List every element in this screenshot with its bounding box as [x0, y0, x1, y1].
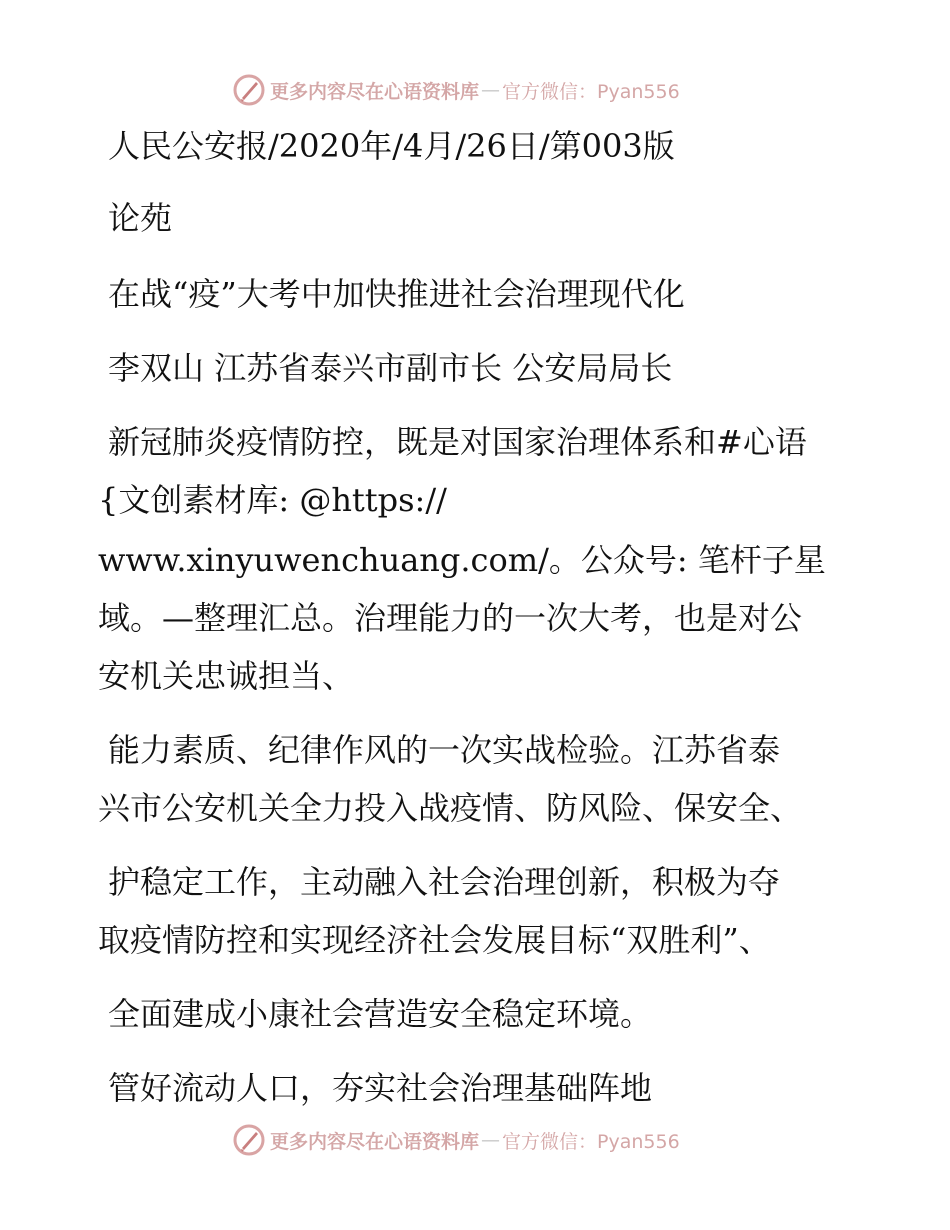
- watermark-text: 更多内容尽在心语资料库: [270, 1130, 480, 1153]
- watermark-handle: 官方微信：Pyan556: [502, 80, 680, 103]
- watermark-handle: 官方微信：Pyan556: [502, 1130, 680, 1153]
- watermark-dash: —: [481, 79, 501, 101]
- author-line: 李双山 江苏省泰兴市副市长 公安局局长: [108, 349, 673, 387]
- watermark-header: [232, 72, 680, 108]
- publication-line: 人民公安报/2020年/4月/26日/第003版: [108, 127, 675, 165]
- paragraph-line: 全面建成小康社会营造安全稳定环境。: [108, 995, 653, 1033]
- paragraph-line: 能力素质、纪律作风的一次实战检验。江苏省泰: [108, 731, 781, 769]
- paragraph-line: 安机关忠诚担当、: [98, 657, 355, 695]
- paragraph-line: www.xinyuwenchuang.com/。公众号: 笔杆子星: [98, 541, 826, 579]
- quill-logo-icon: [232, 73, 266, 107]
- paragraph-line: 新冠肺炎疫情防控，既是对国家治理体系和#心语: [108, 423, 807, 461]
- quill-logo-icon: [232, 1123, 266, 1157]
- watermark-dash: —: [481, 1129, 501, 1151]
- paragraph-line: 兴市公安机关全力投入战疫情、防风险、保安全、: [98, 789, 803, 827]
- paragraph-line: 域。—整理汇总。治理能力的一次大考，也是对公: [98, 599, 803, 637]
- paragraph-line: {文创素材库: @https://: [98, 481, 447, 519]
- watermark-footer: [232, 1122, 680, 1158]
- paragraph-line: 护稳定工作，主动融入社会治理创新，积极为夺: [108, 863, 781, 901]
- paragraph-line: 取疫情防控和实现经济社会发展目标“双胜利”、: [98, 921, 771, 959]
- watermark-text: 更多内容尽在心语资料库: [270, 80, 480, 103]
- section-heading: 管好流动人口，夯实社会治理基础阵地: [108, 1069, 653, 1107]
- column-name: 论苑: [108, 199, 173, 237]
- article-title: 在战“疫”大考中加快推进社会治理现代化: [108, 275, 685, 313]
